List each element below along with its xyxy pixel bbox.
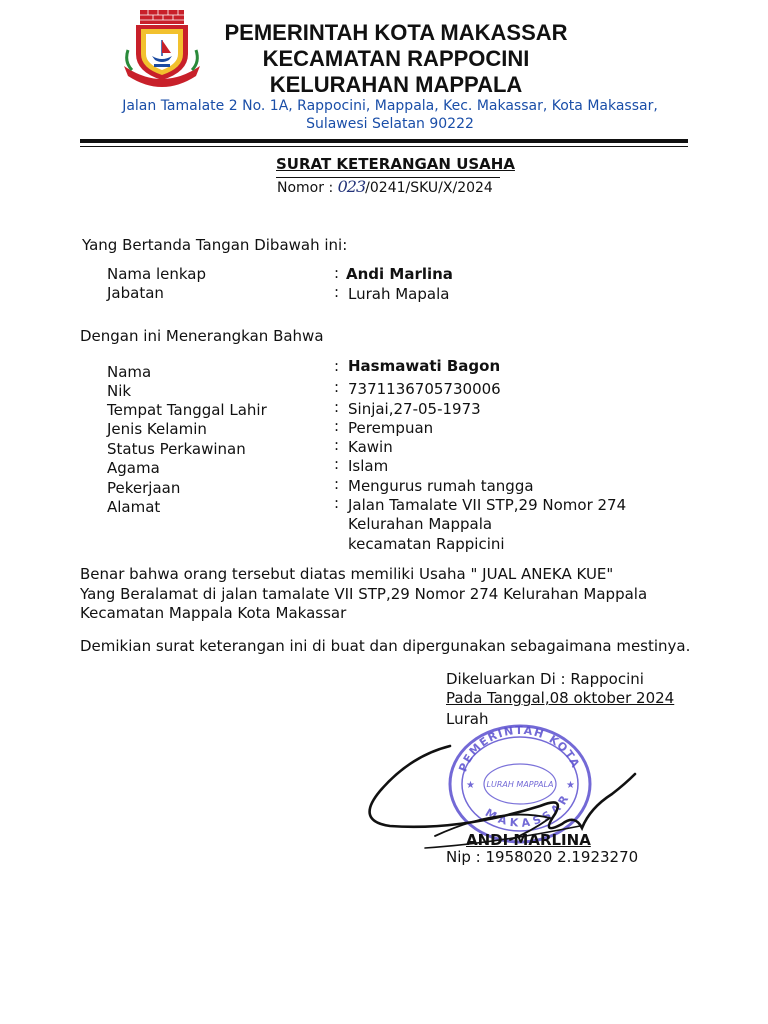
subject-intro: Dengan ini Menerangkan Bahwa [80, 327, 324, 345]
stamp-center-text: LURAH MAPPALA [486, 780, 554, 789]
office-address-line-2: Sulawesi Selatan 90222 [306, 116, 474, 132]
nik-label: Nik [107, 382, 132, 400]
document-number-handwritten: 023 [337, 177, 366, 196]
signer-printed-name: ANDI MARLINA [466, 831, 591, 849]
subject-name-value: Hasmawati Bagon [348, 357, 501, 375]
district-name: KECAMATAN RAPPOCINI [262, 46, 530, 71]
government-name: PEMERINTAH KOTA MAKASSAR [224, 20, 568, 45]
address-value-line-3: kecamatan Rappicini [348, 535, 505, 553]
stamp-top-text: PEMERINTAH KOTA [456, 724, 583, 774]
document-number [277, 178, 493, 197]
address-label: Alamat [107, 498, 161, 516]
colon: : [334, 398, 340, 416]
header-divider-thin [80, 146, 688, 147]
religion-value: Islam [348, 457, 389, 475]
colon: : [334, 494, 340, 512]
body-paragraph-line-2: Yang Beralamat di jalan tamalate VII STP,29 Nomor 274 Kelurahan Mappala [80, 585, 648, 603]
stamp-star-icon: ★ [466, 780, 475, 791]
header-divider-thick [80, 139, 688, 143]
subject-name-label: Nama [107, 363, 152, 381]
city-emblem-logo [122, 10, 202, 88]
colon: : [334, 436, 340, 454]
address-value-line-1: Jalan Tamalate VII STP,29 Nomor 274 [348, 496, 627, 514]
subdistrict-name: KELURAHAN MAPPALA [269, 72, 523, 97]
signer-name-value: Andi Marlina [346, 265, 453, 283]
office-address-line-1: Jalan Tamalate 2 No. 1A, Rappocini, Mappala, Kec. Makassar, Kota Makassar, [122, 98, 658, 114]
gender-value: Perempuan [348, 419, 434, 437]
issued-place: Dikeluarkan Di : Rappocini [446, 670, 644, 688]
occupation-value: Mengurus rumah tangga [348, 477, 534, 495]
stamp-star-icon: ★ [566, 780, 575, 791]
colon: : [334, 455, 340, 473]
colon: : [334, 378, 340, 396]
marital-status-label: Status Perkawinan [107, 440, 246, 458]
closing-statement: Demikian surat keterangan ini di buat dan dipergunakan sebagaimana mestinya. [80, 637, 691, 655]
colon: : [334, 357, 340, 375]
signer-intro: Yang Bertanda Tangan Dibawah ini: [82, 236, 348, 254]
document-title: SURAT KETERANGAN USAHA [276, 155, 515, 173]
gender-label: Jenis Kelamin [107, 420, 207, 438]
address-value-line-2: Kelurahan Mappala [348, 515, 493, 533]
body-paragraph-line-3: Kecamatan Mappala Kota Makassar [80, 604, 347, 622]
colon: : [334, 283, 340, 301]
marital-status-value: Kawin [348, 438, 393, 456]
stamp-bottom-text: MAKASSAR [482, 789, 574, 830]
colon: : [334, 417, 340, 435]
religion-label: Agama [107, 459, 160, 477]
signer-title: Lurah [446, 710, 489, 728]
colon: : [334, 475, 340, 493]
occupation-label: Pekerjaan [107, 479, 181, 497]
signer-position-label: Jabatan [107, 284, 164, 302]
nik-value: 7371136705730006 [348, 380, 501, 398]
body-paragraph-line-1: Benar bahwa orang tersebut diatas memiliki Usaha " JUAL ANEKA KUE" [80, 565, 614, 583]
issued-date: Pada Tanggal,08 oktober 2024 [446, 689, 675, 707]
birth-place-date-value: Sinjai,27-05-1973 [348, 400, 481, 418]
birth-place-date-label: Tempat Tanggal Lahir [107, 401, 267, 419]
document-number-label: Nomor : [277, 180, 338, 196]
signer-name-label: Nama lenkap [107, 265, 207, 283]
document-number-rest: /0241/SKU/X/2024 [365, 180, 493, 196]
colon: : [334, 264, 340, 282]
signer-position-value: Lurah Mapala [348, 285, 450, 303]
signer-nip: Nip : 1958020 2.1923270 [446, 848, 639, 866]
